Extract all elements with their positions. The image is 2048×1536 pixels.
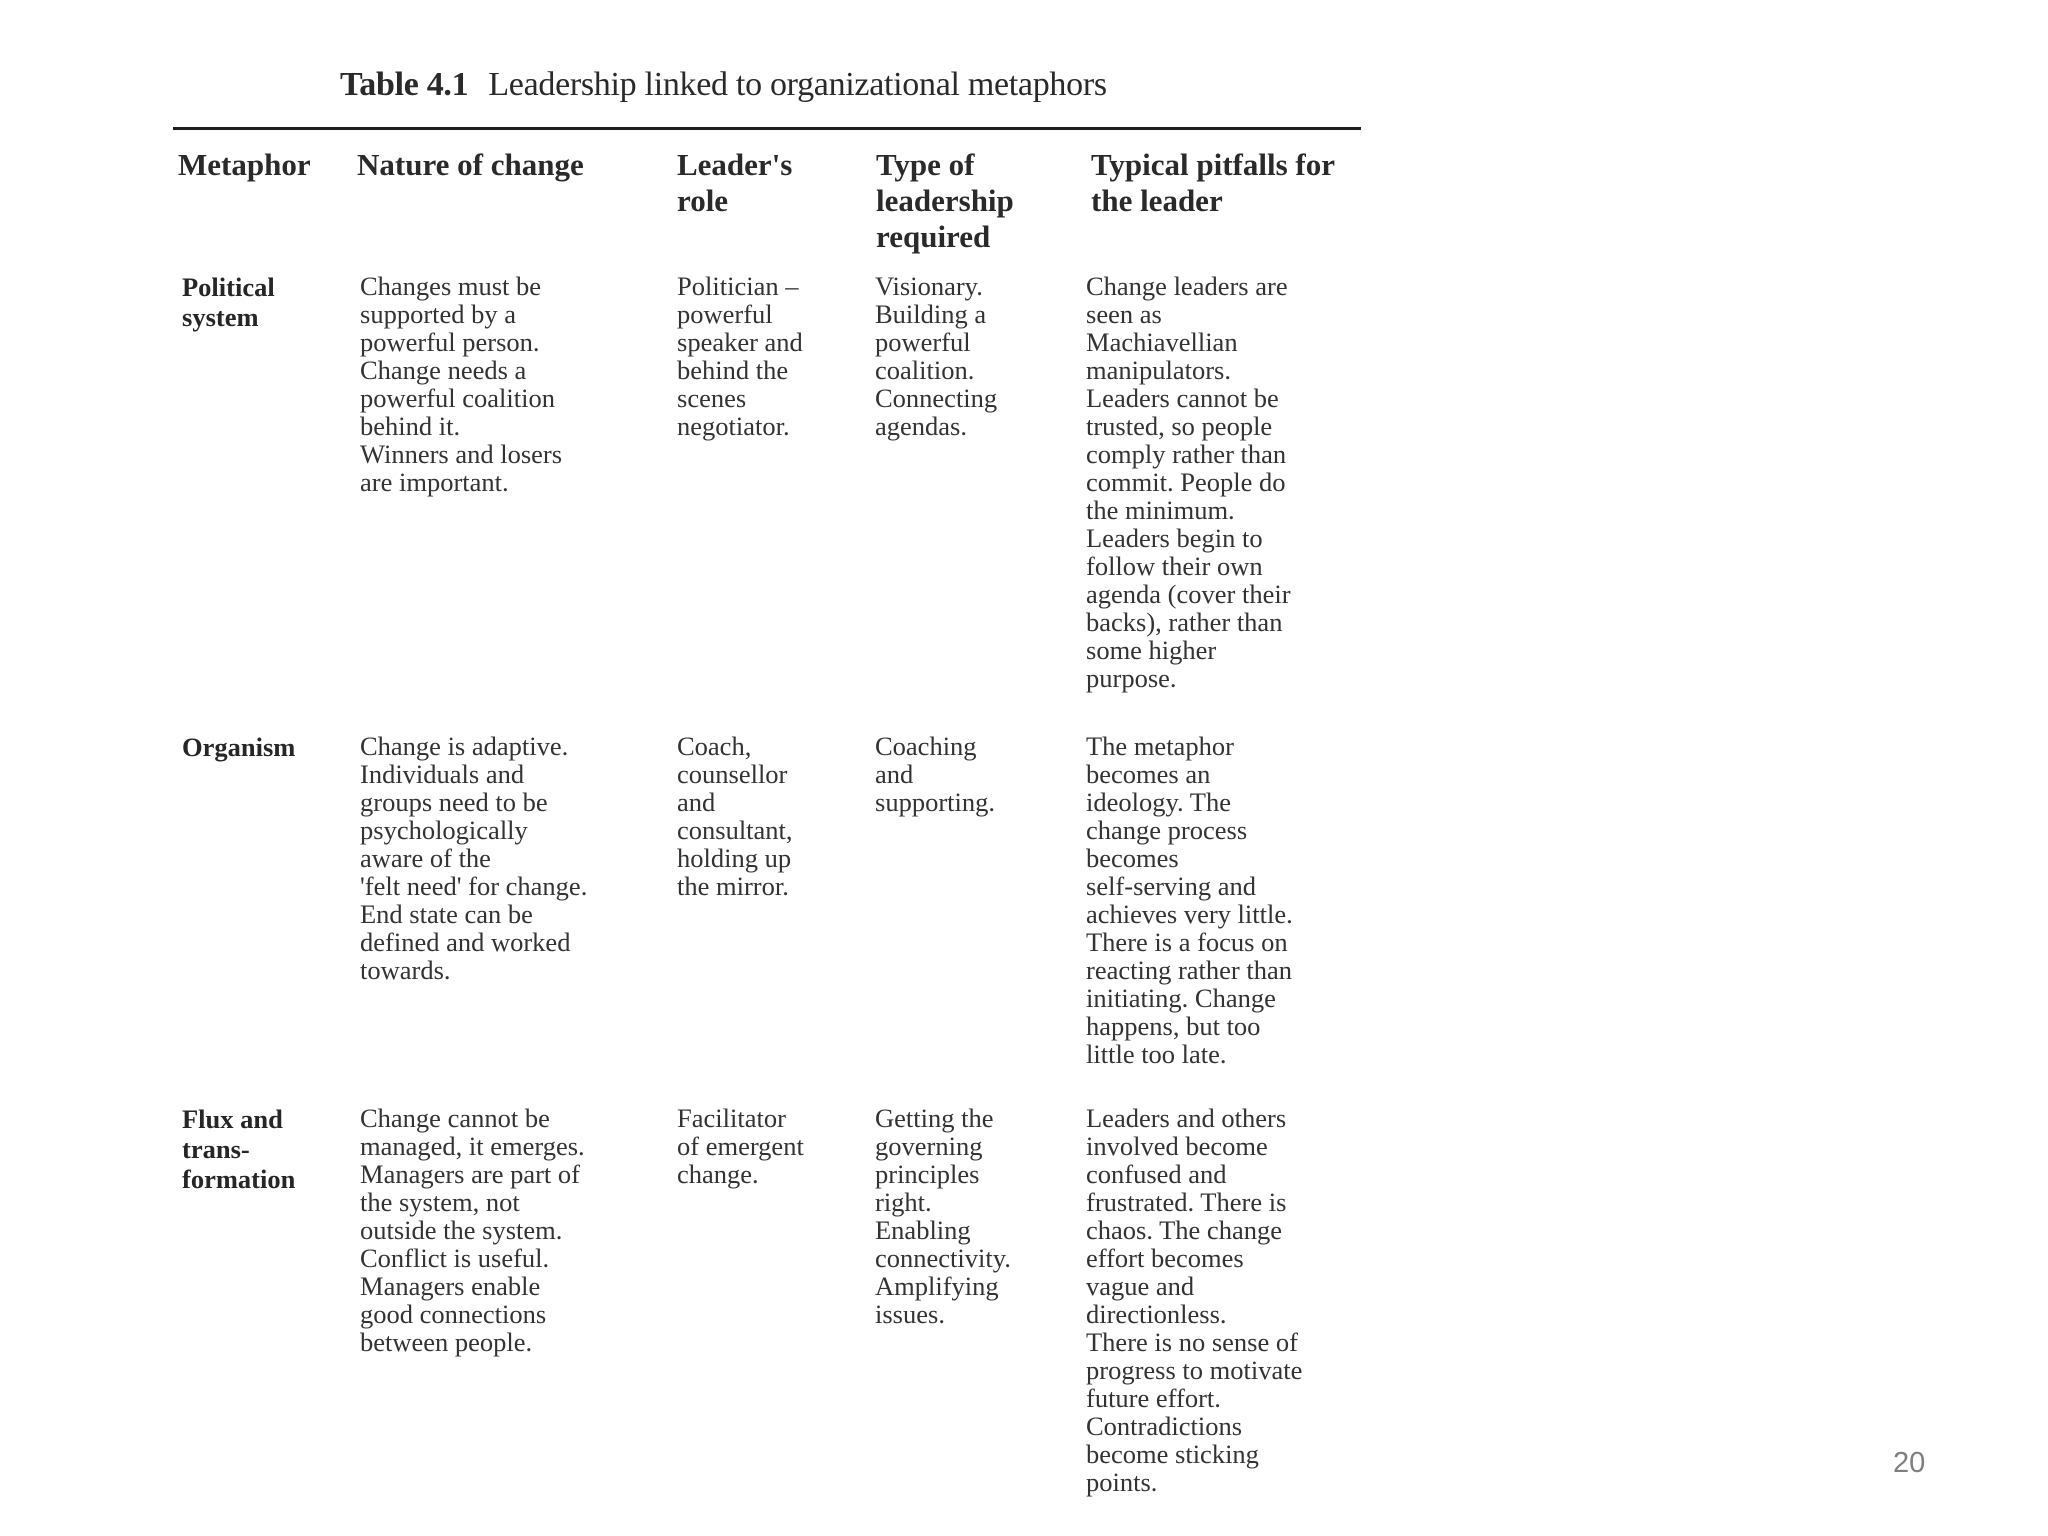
cell-nature <box>360 1104 585 1356</box>
cell-line: Winners and losers <box>360 439 563 469</box>
cell-line: powerful <box>875 327 971 357</box>
cell-line: the minimum. <box>1086 495 1235 525</box>
cell-line: right. <box>875 1187 932 1217</box>
cell-line: Managers enable <box>360 1271 541 1301</box>
cell-line: towards. <box>360 955 451 985</box>
cell-line: change. <box>677 1159 759 1189</box>
cell-line: Changes must be <box>360 271 542 301</box>
cell-line: 'felt need' for change. <box>360 871 588 901</box>
cell-line: There is no sense of <box>1086 1327 1298 1357</box>
cell-line: chaos. The change <box>1086 1215 1282 1245</box>
cell-line: behind the <box>677 355 789 385</box>
cell-line: seen as <box>1086 299 1162 329</box>
cell-role <box>677 1104 804 1188</box>
cell-line: Change leaders are <box>1086 271 1288 301</box>
cell-line: holding up <box>677 843 792 873</box>
cell-line: groups need to be <box>360 787 548 817</box>
cell-line: supporting. <box>875 787 995 817</box>
cell-line: speaker and <box>677 327 803 357</box>
cell-pitfalls <box>1086 272 1291 692</box>
cell-line: There is a focus on <box>1086 927 1288 957</box>
cell-line: Change cannot be <box>360 1103 550 1133</box>
cell-pitfalls <box>1086 732 1293 1068</box>
cell-line: frustrated. There is <box>1086 1187 1287 1217</box>
cell-nature <box>360 732 587 984</box>
cell-line: comply rather than <box>1086 439 1287 469</box>
cell-line: issues. <box>875 1299 945 1329</box>
table-label: Table 4.1 <box>340 66 469 103</box>
cell-line: outside the system. <box>360 1215 563 1245</box>
cell-line: powerful coalition <box>360 383 556 413</box>
cell-type <box>875 732 995 816</box>
page-number: 20 <box>1893 1447 1926 1479</box>
cell-line: confused and <box>1086 1159 1227 1189</box>
header-nature-text: Nature of change <box>357 147 584 182</box>
cell-line: Leaders cannot be <box>1086 383 1279 413</box>
cell-line: manipulators. <box>1086 355 1231 385</box>
cell-line: powerful person. <box>360 327 540 357</box>
cell-line: negotiator. <box>677 411 790 441</box>
header-leaders-role <box>677 147 792 219</box>
cell-line: coalition. <box>875 355 975 385</box>
cell-pitfalls <box>1086 1104 1302 1496</box>
table-top-rule <box>173 127 1361 130</box>
cell-role <box>677 732 793 900</box>
cell-line: and <box>677 787 716 817</box>
cell-line: change process <box>1086 815 1248 845</box>
cell-line: happens, but too <box>1086 1011 1261 1041</box>
cell-line: Getting the <box>875 1103 994 1133</box>
cell-line: scenes <box>677 383 747 413</box>
cell-line: powerful <box>677 299 773 329</box>
cell-line: Contradictions <box>1086 1411 1243 1441</box>
cell-line: purpose. <box>1086 663 1177 693</box>
cell-line: aware of the <box>360 843 491 873</box>
header-metaphor-text: Metaphor <box>178 147 311 182</box>
cell-line: some higher <box>1086 635 1217 665</box>
cell-line: little too late. <box>1086 1039 1227 1069</box>
header-type-of-leadership <box>876 147 1014 255</box>
cell-line: Visionary. <box>875 271 983 301</box>
cell-line: are important. <box>360 467 509 497</box>
cell-line: become sticking <box>1086 1439 1259 1469</box>
cell-line: agenda (cover their <box>1086 579 1291 609</box>
cell-line: and <box>875 759 914 789</box>
cell-line: involved become <box>1086 1131 1268 1161</box>
header-type-line: leadership <box>876 183 1014 218</box>
cell-nature <box>360 272 562 496</box>
cell-line: effort becomes <box>1086 1243 1244 1273</box>
cell-role <box>677 272 803 440</box>
cell-line: reacting rather than <box>1086 955 1292 985</box>
cell-line: principles <box>875 1159 980 1189</box>
cell-line: connectivity. <box>875 1243 1011 1273</box>
cell-line: Connecting <box>875 383 998 413</box>
cell-line: of emergent <box>677 1131 804 1161</box>
cell-type <box>875 272 997 440</box>
cell-line: agendas. <box>875 411 967 441</box>
cell-metaphor <box>182 732 295 762</box>
cell-line: between people. <box>360 1327 533 1357</box>
cell-line: system <box>182 302 259 332</box>
cell-line: consultant, <box>677 815 793 845</box>
cell-line: future effort. <box>1086 1383 1221 1413</box>
cell-line: ideology. The <box>1086 787 1231 817</box>
cell-line: End state can be <box>360 899 533 929</box>
cell-line: good connections <box>360 1299 547 1329</box>
cell-line: The metaphor <box>1086 731 1234 761</box>
cell-line: the mirror. <box>677 871 789 901</box>
cell-line: Flux and <box>182 1104 283 1134</box>
cell-type <box>875 1104 1011 1328</box>
header-typical-pitfalls <box>1091 147 1335 219</box>
cell-line: trans- <box>182 1134 250 1164</box>
cell-line: Coaching <box>875 731 977 761</box>
header-pitfalls-line: the leader <box>1091 183 1223 218</box>
cell-line: initiating. Change <box>1086 983 1276 1013</box>
cell-line: Change needs a <box>360 355 527 385</box>
cell-line: formation <box>182 1164 296 1194</box>
cell-line: becomes an <box>1086 759 1211 789</box>
cell-line: Machiavellian <box>1086 327 1238 357</box>
cell-line: self-serving and <box>1086 871 1256 901</box>
cell-line: supported by a <box>360 299 517 329</box>
cell-line: managed, it emerges. <box>360 1131 585 1161</box>
cell-line: follow their own <box>1086 551 1263 581</box>
cell-line: Change is adaptive. <box>360 731 569 761</box>
cell-line: Managers are part of <box>360 1159 580 1189</box>
cell-line: Enabling <box>875 1215 971 1245</box>
cell-line: achieves very little. <box>1086 899 1293 929</box>
cell-line: points. <box>1086 1467 1158 1497</box>
header-type-line: required <box>876 219 991 254</box>
cell-line: defined and worked <box>360 927 571 957</box>
cell-line: Facilitator <box>677 1103 786 1133</box>
cell-line: Coach, <box>677 731 752 761</box>
cell-line: Individuals and <box>360 759 525 789</box>
cell-line: Amplifying <box>875 1271 999 1301</box>
cell-line: Building a <box>875 299 987 329</box>
header-nature-of-change <box>357 147 584 183</box>
cell-line: Leaders and others <box>1086 1103 1287 1133</box>
cell-line: Leaders begin to <box>1086 523 1263 553</box>
cell-line: becomes <box>1086 843 1179 873</box>
cell-line: vague and <box>1086 1271 1195 1301</box>
cell-line: progress to motivate <box>1086 1355 1303 1385</box>
cell-metaphor <box>182 1104 295 1194</box>
cell-line: backs), rather than <box>1086 607 1283 637</box>
cell-line: behind it. <box>360 411 461 441</box>
cell-line: Organism <box>182 732 296 762</box>
cell-line: trusted, so people <box>1086 411 1273 441</box>
header-pitfalls-line: Typical pitfalls for <box>1091 147 1335 182</box>
cell-metaphor <box>182 272 275 332</box>
header-role-line: role <box>677 183 729 218</box>
cell-line: directionless. <box>1086 1299 1227 1329</box>
cell-line: the system, not <box>360 1187 520 1217</box>
cell-line: Politician – <box>677 271 799 301</box>
cell-line: governing <box>875 1131 983 1161</box>
cell-line: commit. People do <box>1086 467 1286 497</box>
cell-line: counsellor <box>677 759 788 789</box>
cell-line: Conflict is useful. <box>360 1243 550 1273</box>
cell-line: psychologically <box>360 815 528 845</box>
header-metaphor <box>178 147 311 183</box>
header-role-line: Leader's <box>677 147 793 182</box>
header-type-line: Type of <box>876 147 975 182</box>
table-caption-text: Leadership linked to organizational metaphors <box>488 66 1107 103</box>
cell-line: Political <box>182 272 275 302</box>
table-caption <box>340 66 1107 104</box>
